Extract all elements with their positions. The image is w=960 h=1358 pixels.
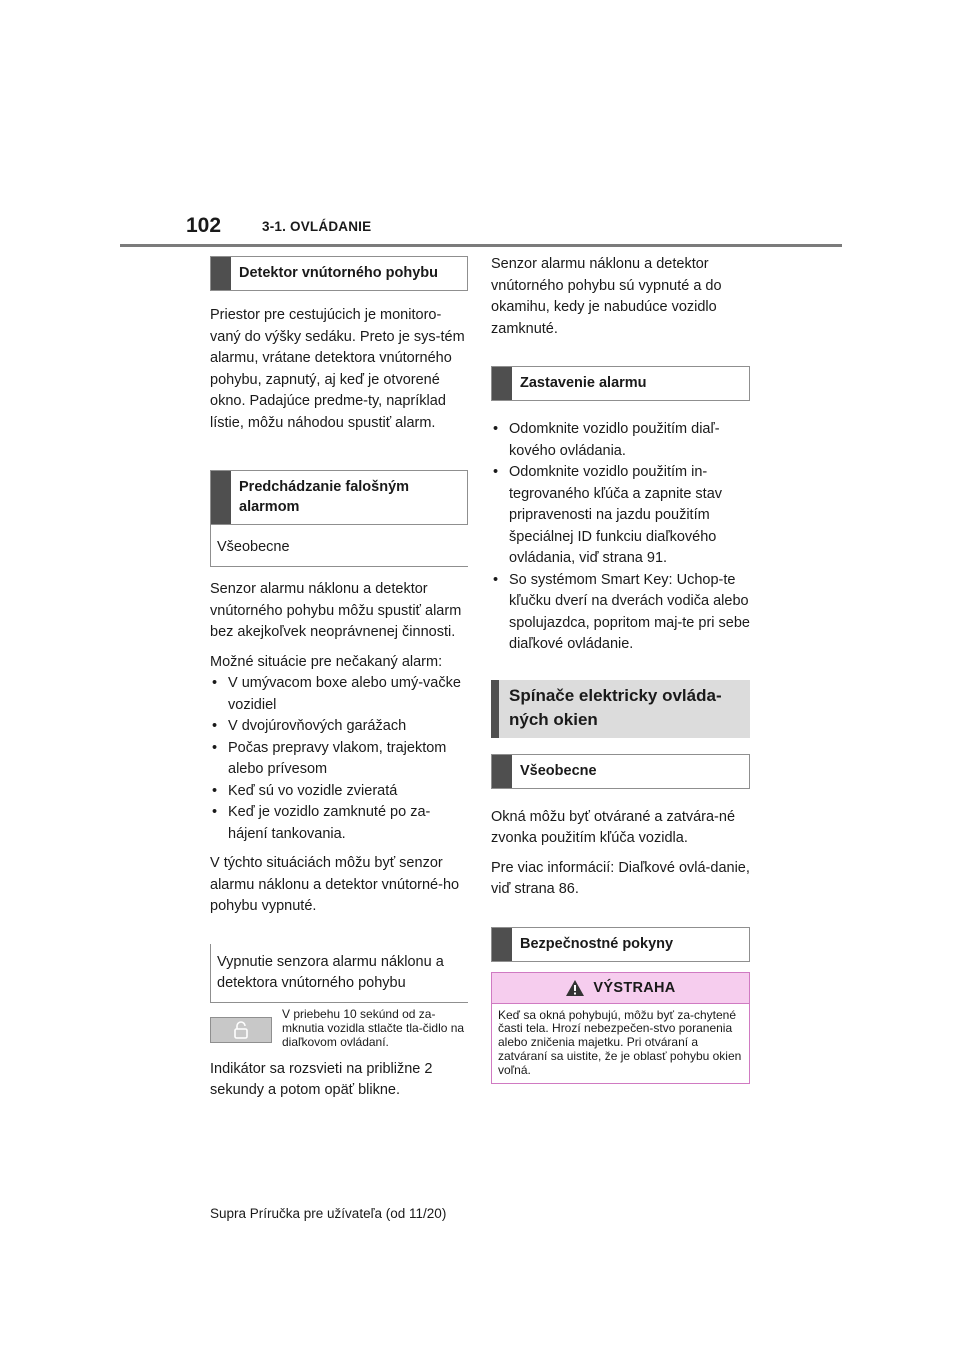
motion-detector-text: Priestor pre cestujúcich je monitoro-vaný do výšky sedáku. Preto je sys-tém alarmu, vrátane detektora vnútorného pohybu, zapnutý, aj keď je otvorené okno. Padajúce predme-ty, napríklad lístie, môžu náhodou spustiť alarm. [210,307,465,431]
heading-bar [492,367,512,400]
bullet-icon: • [212,804,218,820]
warning-header [492,973,749,1004]
list-item: • Keď je vozidlo zamknuté po za-hájení tankovania. [212,804,431,842]
general-subheading: Všeobecne [210,525,468,567]
list-item: • Odomknite vozidlo použitím in-tegrovaného kľúča a zapnite stav pripravenosti na jazdu použitím špeciálnej ID funkciu diaľkového ovládania, viď strana 91. [493,464,723,566]
motion-detector-heading-box [210,256,468,291]
motion-detector-heading: Detektor vnútorného pohybu [239,265,438,281]
windows-text-1: Okná môžu byť otvárané a zatvára-né zvonka použitím kľúča vozidla. [491,808,736,846]
windows-text-2: Pre viac informácií: Diaľkové ovlá-danie, viď strana 86. [491,859,750,897]
switch-off-subheading: Vypnutie senzora alarmu náklonu a detektora vnútorného pohybu [210,944,468,1003]
footer-text: Supra Príručka pre užívateľa (od 11/20) [210,1206,447,1221]
situations-intro: Možné situácie pre nečakaný alarm: [210,653,443,670]
lock-instruction-row [210,1007,468,1049]
section-title: 3-1. OVLÁDANIE [262,219,372,234]
heading-bar [211,471,231,524]
warning-text: Keď sa okná pohybujú, môžu byť za-chytené časti tela. Hrozí nebezpečen-stvo poranenia alebo zničenia majetku. Pri otváraní a zatváraní sa uistite, že je oblasť pohybu okien voľná. [498,1007,742,1077]
tilt-sensor-text: Senzor alarmu náklonu a detektor vnútorného pohybu môžu spustiť alarm bez akejkoľvek neoprávnenej činnosti. [210,581,462,640]
header-divider [120,244,842,247]
stop-alarm-heading-box [491,366,750,401]
switched-off-text: Senzor alarmu náklonu a detektor vnútorného pohybu sú vypnuté a do okamihu, kedy je nabudúce vozidlo zamknuté. [491,256,722,337]
safety-heading: Bezpečnostné pokyny [520,935,674,952]
bullet-icon: • [212,675,218,691]
bullet-icon: • [493,571,499,588]
heading-bar [491,680,499,738]
stop-alarm-list [491,419,750,656]
windows-heading-box [491,680,750,738]
warning-label: VÝSTRAHA [593,979,676,996]
bullet-icon: • [493,464,499,480]
page-number: 102 [186,214,222,237]
warning-triangle-icon [565,979,585,997]
lock-instruction: V priebehu 10 sekúnd od za-mknutia vozidla stlačte tla-čidlo na diaľkovom ovládaní. [282,1006,465,1049]
heading-bar [211,257,231,290]
stop-alarm-heading: Zastavenie alarmu [520,375,647,391]
warning-box [491,972,750,1085]
bullet-icon: • [212,718,218,734]
list-item: • Odomknite vozidlo použitím diaľ-kového ovládania. [493,421,720,459]
list-item: • V dvojúrovňových garážach [210,716,468,738]
situations-list [210,673,468,845]
general-heading: Všeobecne [520,762,597,779]
right-column [491,254,750,1084]
heading-bar [492,928,512,961]
list-item: • So systémom Smart Key: Uchop-te kľučku dverí na dverách vodiča alebo spolujazdca, popritom maj-te pri sebe diaľkové ovládanie. [493,571,750,652]
bullet-icon: • [493,421,499,437]
general-heading-box [491,754,750,789]
false-alarm-heading-box [210,470,468,525]
safety-heading-box [491,927,750,962]
list-item: • Počas prepravy vlakom, trajektom alebo prívesom [212,739,447,777]
indicator-text: Indikátor sa rozsvieti na približne 2 sekundy a potom opäť blikne. [210,1060,433,1098]
list-item: • Keď sú vo vozidle zvieratá [210,781,468,803]
false-alarm-heading: Predchádzanie falošným alarmom [239,479,410,515]
heading-bar [492,755,512,788]
left-column [210,256,468,1110]
situations-outro: V týchto situáciách môžu byť senzor alarmu náklonu a detektor vnútorné-ho pohybu vypnuté. [210,855,460,914]
list-item: • V umývacom boxe alebo umý-vačke vozidiel [212,675,461,713]
windows-heading: Spínače elektricky ovláda-ných okien [509,685,722,729]
bullet-icon: • [212,782,218,799]
lock-icon [210,1017,272,1043]
bullet-icon: • [212,739,218,756]
